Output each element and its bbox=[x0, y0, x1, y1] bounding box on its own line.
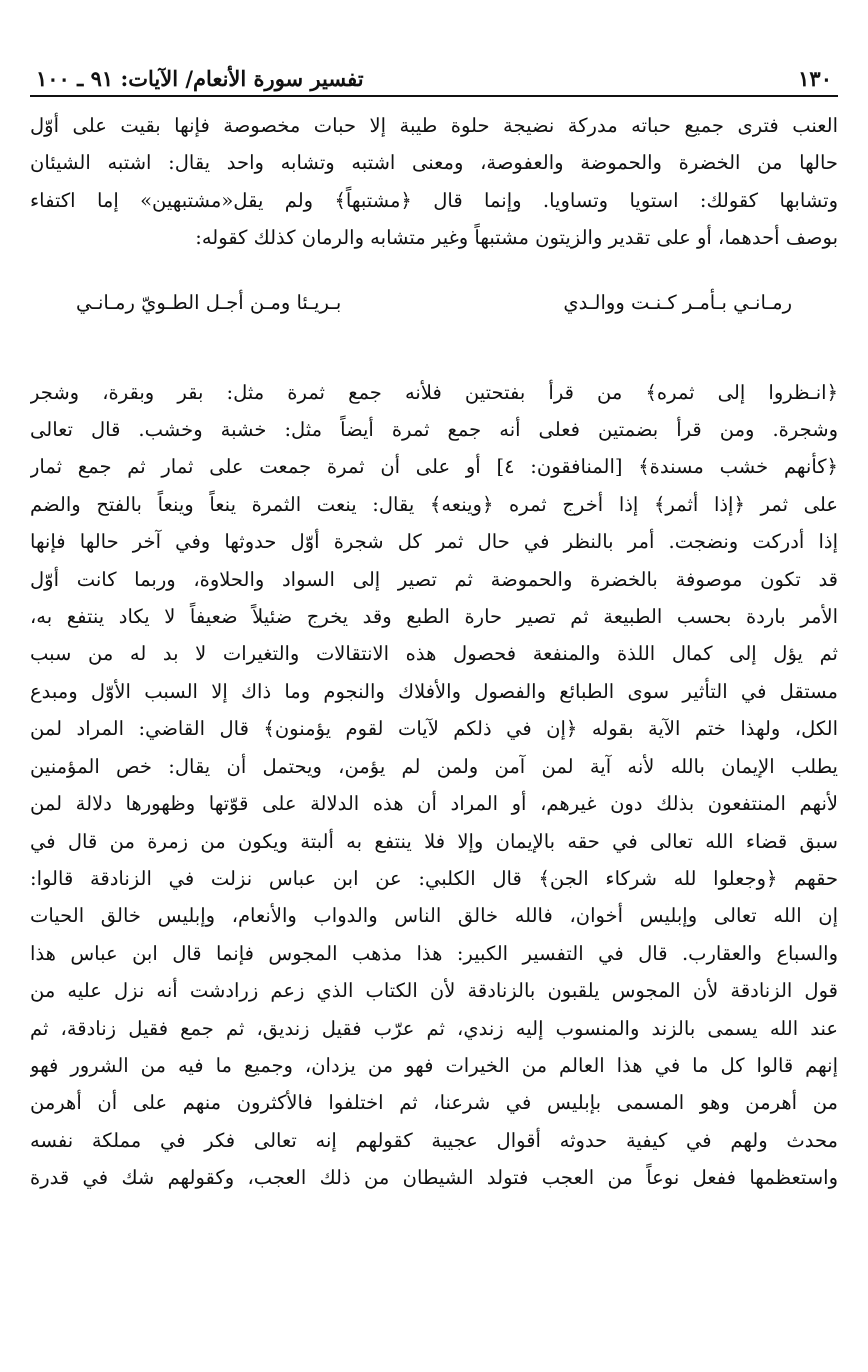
poetry-verse bbox=[76, 291, 792, 314]
text-line: الأمر باردة بحسب الطبيعة ثم تصير حارة الطبع وقد يخرج ضئيلاً ضعيفاً لا يكاد ينتفع به، bbox=[30, 605, 838, 629]
book-page bbox=[30, 55, 838, 1345]
verse-first-hemistich: رمـانـي بـأمـر كـنـت ووالـدي bbox=[563, 290, 792, 314]
verse-second-hemistich: بـريـئا ومـن أجـل الطـويّ رمـانـي bbox=[76, 290, 342, 314]
text-line: إذا أدركت ونضجت. أمر بالنظر في حال ثمر كل شجرة أوّل حدوثها وفي آخر حالها فإنها bbox=[30, 530, 838, 554]
page-number: ١٣٠ bbox=[798, 66, 832, 91]
text-line: محدث ولهم في كيفية حدوثه أقوال عجيبة كقولهم إنه تعالى فكر في مملكة نفسه bbox=[30, 1128, 838, 1152]
text-line: بوصف أحدهما، أو على تقدير والزيتون مشتبهاً وغير متشابه والرمان كذلك كقوله: bbox=[195, 226, 838, 250]
text-line: العنب فترى جميع حباته مدركة نضيجة حلوة طيبة إلا حبات مخصوصة فإنها بقيت على أوّل bbox=[30, 114, 838, 137]
text-line: حالها من الخضرة والحموضة والعفوصة، ومعنى اشتبه وتشابه واحد يقال: اشتبه الشيئان bbox=[30, 151, 838, 175]
running-title: تفسير سورة الأنعام/ الآيات: ٩١ ـ ١٠٠ bbox=[36, 66, 364, 91]
text-line: إن الله تعالى وإبليس أخوان، فالله خالق الناس والدواب والأنعام، وإبليس خالق الحيات bbox=[30, 904, 838, 928]
text-line: مستقل في التأثير سوى الطبائع والفصول والأفلاك والنجوم وما ذاك إلا السبب الأوّل ومبدع bbox=[30, 679, 838, 703]
text-line: قد تكون موصوفة بالخضرة والحموضة ثم تصير إلى السواد والحلاوة، وربما كانت أوّل bbox=[30, 567, 838, 591]
text-line: وتشابها كقولك: استويا وتساويا. وإنما قال ﴿مشتبهاً﴾ ولم يقل«مشتبهين» إما اكتفاء bbox=[30, 188, 838, 212]
text-line: سبق قضاء الله تعالى في حقه بالإيمان وإلا فلا ينتفع به ألبتة ويكون من زمرة من قال في bbox=[30, 829, 838, 853]
text-line: على ثمر ﴿إذا أثمر﴾ إذا أخرج ثمره ﴿وينعه﴾ يقال: ينعت الثمرة ينعاً وينعاً بالفتح والضم bbox=[30, 492, 838, 516]
text-line: من أهرمن وهو المسمى بإبليس في شرعنا، ثم اختلفوا فالأكثرون منهم على أن أهرمن bbox=[30, 1091, 838, 1115]
text-line: عند الله يسمى بالزند والمنسوب إليه زندي، ثم عرّب فقيل زنديق، ثم جمع فقيل زنادقة، ثم bbox=[30, 1016, 838, 1040]
text-line: ﴿انـظروا إلى ثمره﴾ من قرأ بفتحتين فلأنه جمع ثمرة مثل: بقر وبقرة، وشجر bbox=[30, 380, 838, 404]
text-line: والسباع والعقارب. قال في التفسير الكبير: هذا مذهب المجوس فإنما قال ابن عباس هذا bbox=[30, 941, 838, 965]
commentary-paragraph bbox=[30, 374, 838, 1197]
text-line: قول الزنادقة لأن المجوس يلقبون بالزنادقة لأن الكتاب الذي زعم زرادشت أنه نزل عليه من bbox=[30, 979, 838, 1003]
text-line: إنهم قالوا كل ما في هذا العالم من الخيرات فهو من يزدان، وجميع ما فيه من الشرور فهو bbox=[30, 1053, 838, 1077]
text-line: ﴿كأنهم خشب مسندة﴾ [المنافقون: ٤] أو على أن ثمرة جمعت على ثمار ثم جمع ثمار bbox=[30, 455, 838, 479]
text-line: وشجرة. ومن قرأ بضمتين فعلى أنه جمع ثمرة أيضاً مثل: خشبة وخشب. قال تعالى bbox=[30, 418, 838, 442]
header-rule bbox=[30, 95, 838, 97]
text-line: لأنهم المنتفعون بذلك دون غيرهم، أو المراد أن هذه الدلالة على قوّتها وظهورها دلالة لمن bbox=[30, 792, 838, 816]
intro-paragraph bbox=[30, 107, 838, 257]
page-header bbox=[30, 55, 838, 91]
text-line: واستعظمها ففعل نوعاً من العجب فتولد الشيطان من ذلك العجب، وكقولهم شك في قدرة bbox=[30, 1166, 838, 1190]
text-line: الكل، ولهذا ختم الآية بقوله ﴿إن في ذلكم لآيات لقوم يؤمنون﴾ قال القاضي: المراد لمن bbox=[30, 717, 838, 741]
text-line: ثم يؤل إلى كمال اللذة والمنفعة فحصول هذه الانتقالات والتغيرات لا بد له من سبب bbox=[30, 642, 838, 666]
text-line: حقهم ﴿وجعلوا لله شركاء الجن﴾ قال الكلبي: عن ابن عباس نزلت في الزنادقة قالوا: bbox=[30, 866, 838, 890]
text-line: يطلب الإيمان بالله لأنه آية لمن آمن ولمن لم يؤمن، ويحتمل أن يقال: خص المؤمنين bbox=[30, 754, 838, 778]
